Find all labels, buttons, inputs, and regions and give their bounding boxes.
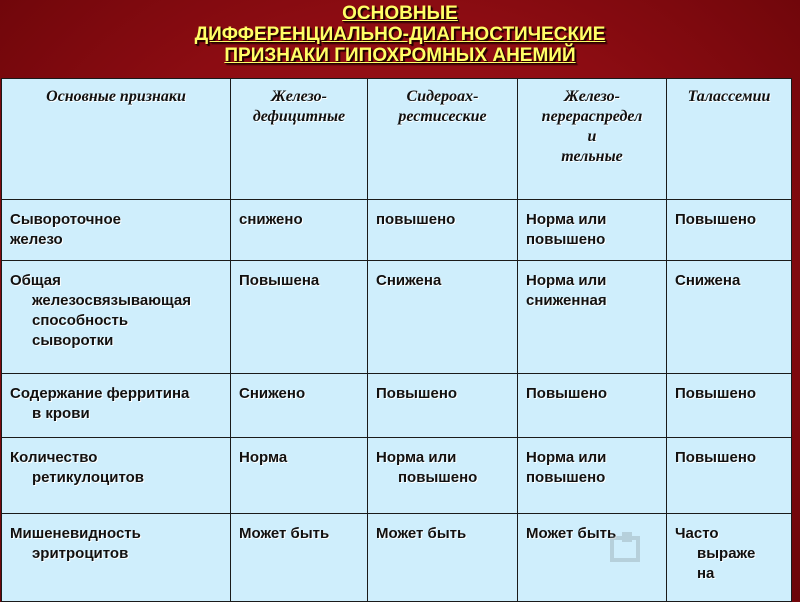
- header-iron-redistributive: Железо- перераспредел и тельные: [518, 79, 667, 200]
- table-cell: Норма или повышено: [368, 438, 518, 514]
- slide-title: [0, 0, 800, 81]
- table-cell: Снижено: [231, 374, 368, 438]
- table-cell: Может быть: [231, 514, 368, 602]
- table-cell: Повышено: [667, 374, 792, 438]
- table-cell: Норма или сниженная: [518, 261, 667, 374]
- table-cell: Снижена: [667, 261, 792, 374]
- table-cell: Снижена: [368, 261, 518, 374]
- table-cell: Норма или повышено: [518, 438, 667, 514]
- table-row: [2, 200, 792, 261]
- table-cell: Может быть: [518, 514, 667, 602]
- anemia-table: [1, 78, 792, 602]
- table-row: [2, 438, 792, 514]
- row-label: Мишеневидность эритроцитов: [2, 514, 231, 602]
- table-cell: Может быть: [368, 514, 518, 602]
- row-label: Количество ретикулоцитов: [2, 438, 231, 514]
- title-line-1: ОСНОВНЫЕ: [342, 3, 458, 24]
- table-row: [2, 261, 792, 374]
- table-cell: Норма или повышено: [518, 200, 667, 261]
- table-cell: Повышено: [368, 374, 518, 438]
- row-label: Общая железосвязывающая способность сыворотки: [2, 261, 231, 374]
- table-cell: Часто выраже на: [667, 514, 792, 602]
- header-thalassemia: Талассемии: [667, 79, 792, 200]
- row-label: Сывороточное железо: [2, 200, 231, 261]
- table-header-row: [2, 79, 792, 200]
- table-cell: повышено: [368, 200, 518, 261]
- table-cell: Повышено: [667, 200, 792, 261]
- row-label: Содержание ферритина в крови: [2, 374, 231, 438]
- table-cell: Повышено: [518, 374, 667, 438]
- header-main-signs: Основные признаки: [2, 79, 231, 200]
- table-row: [2, 514, 792, 602]
- title-line-2: ДИФФЕРЕНЦИАЛЬНО-ДИАГНОСТИЧЕСКИЕ: [194, 24, 606, 45]
- table-cell: Повышена: [231, 261, 368, 374]
- table-cell: Норма: [231, 438, 368, 514]
- header-sideroachrestic: Сидероах- рестисеские: [368, 79, 518, 200]
- table-cell: снижено: [231, 200, 368, 261]
- header-iron-deficient: Железо- дефицитные: [231, 79, 368, 200]
- title-line-3: ПРИЗНАКИ ГИПОХРОМНЫХ АНЕМИЙ: [224, 45, 576, 66]
- table-cell: Повышено: [667, 438, 792, 514]
- table-row: [2, 374, 792, 438]
